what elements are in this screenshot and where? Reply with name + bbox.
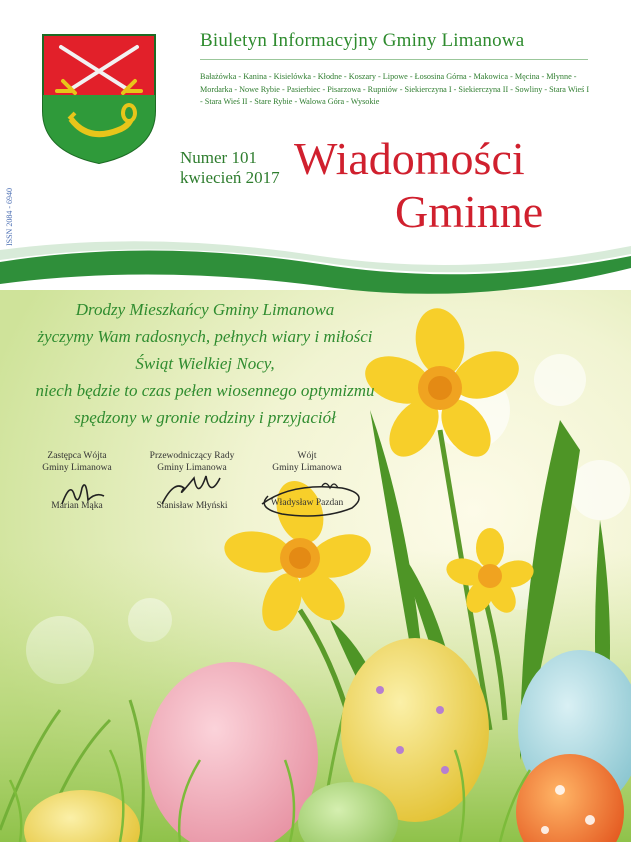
signature-block-council-chair: [134, 450, 250, 520]
issue-date: kwiecień 2017: [180, 168, 280, 187]
signature-role: Zastępca Wójta: [47, 451, 107, 461]
signature-block-mayor: [252, 450, 362, 520]
signature-block-deputy: [22, 450, 132, 520]
bulletin-title: Biuletyn Informacyjny Gminy Limanowa: [200, 30, 525, 51]
signature-name: Marian Mąka: [51, 501, 103, 511]
issue-number: Numer 101: [180, 148, 257, 167]
signature-role: Gminy Limanowa: [157, 463, 227, 473]
easter-greeting: [20, 296, 390, 431]
greeting-line: niech będzie to czas pełen wiosennego optymizmu: [35, 381, 375, 400]
signature-name: Władysław Pazdan: [270, 498, 344, 508]
coat-of-arms-icon: [41, 33, 157, 165]
signature-role: Wójt: [297, 451, 317, 461]
masthead-line2: Gminne: [395, 186, 544, 237]
signature-role: Przewodniczący Rady: [149, 451, 235, 461]
masthead-line1: Wiadomości: [294, 133, 525, 184]
greeting-line: Świąt Wielkiej Nocy,: [135, 354, 275, 373]
signature-role: Gminy Limanowa: [272, 463, 342, 473]
signature-name: Stanisław Młyński: [156, 501, 228, 511]
greeting-line: spędzony w gronie rodziny i przyjaciół: [74, 408, 336, 427]
greeting-line: Drodzy Mieszkańcy Gminy Limanowa: [75, 300, 335, 319]
issn-label: ISSN 2084 - 6940: [5, 187, 14, 246]
title-divider: [200, 59, 588, 60]
greeting-line: życzymy Wam radosnych, pełnych wiary i miłości: [37, 327, 373, 346]
village-list: Bałażówka - Kanina - Kisielówka - Kłodne - Koszary - Lipowe - Łososina Górna - Makowica - Męcina - Młynne - Mordarka - Nowe Rybie - Pasierbiec - Pisarzowa - Rupniów - Siekierczyna I - Siekierczyna II - Sowliny - Stara Wieś I - Stara Wieś II - Stare Rybie - Walowa Góra - Wysokie: [200, 72, 590, 106]
signature-role: Gminy Limanowa: [42, 463, 112, 473]
